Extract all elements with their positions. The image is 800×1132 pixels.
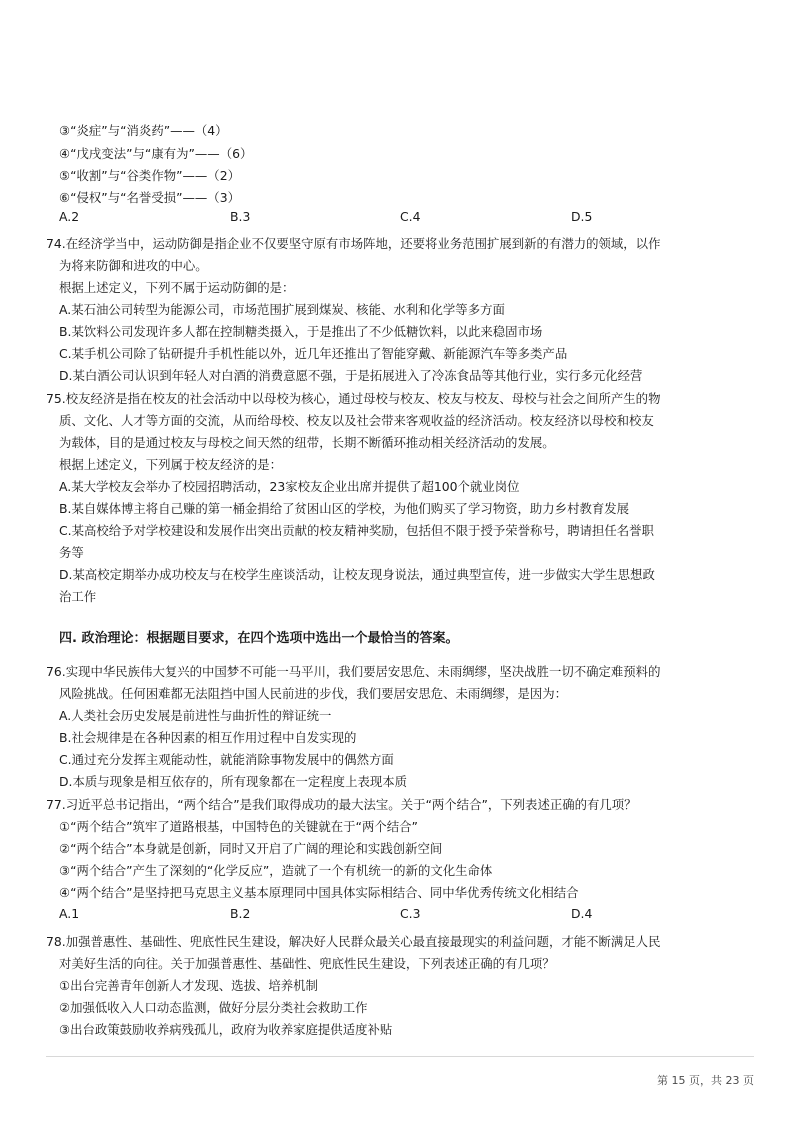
q77-option-a: A.1 <box>59 906 80 921</box>
q78-stem-line-2: 对美好生活的向往。关于加强普惠性、基础性、兜底性民生建设，下列表述正确的有几项？ <box>59 956 555 971</box>
q77-option-d: D.4 <box>571 906 593 921</box>
footer-divider <box>46 1056 754 1057</box>
q77-item-1: ①“两个结合”筑牢了道路根基，中国特色的关键就在于“两个结合” <box>59 819 418 834</box>
q78-item-2: ②加强低收入人口动态监测，做好分层分类社会救助工作 <box>59 1000 368 1015</box>
q73-item-4: ④“戊戌变法”与“康有为”——（6） <box>59 146 253 161</box>
q75-stem-line-2: 质、文化、人才等方面的交流，从而给母校、校友以及社会带来客观收益的经济活动。校友经济以母校和校友 <box>59 413 654 428</box>
q74-option-b: B.某饮料公司发现许多人都在控制糖类摄入，于是推出了不少低糖饮料，以此来稳固市场 <box>59 324 543 339</box>
q73-option-c: C.4 <box>400 209 421 224</box>
q78-item-3: ③出台政策鼓励收养病残孤儿，政府为收养家庭提供适度补贴 <box>59 1022 393 1037</box>
q76-option-c: C.通过充分发挥主观能动性，就能消除事物发展中的偶然方面 <box>59 752 394 767</box>
q73-option-d: D.5 <box>571 209 593 224</box>
q75-stem-line-3: 为载体，目的是通过校友与母校之间天然的纽带，长期不断循环推动相关经济活动的发展。 <box>59 435 555 450</box>
page-number: 第 15 页，共 23 页 <box>657 1074 754 1087</box>
q74-option-c: C.某手机公司除了钻研提升手机性能以外，近几年还推出了智能穿戴、新能源汽车等多类产品 <box>59 346 568 361</box>
q73-option-b: B.3 <box>230 209 251 224</box>
q75-option-b: B.某自媒体博主将自己赚的第一桶金捐给了贫困山区的学校，为他们购买了学习物资，助力乡村教育发展 <box>59 501 630 516</box>
q75-stem-line-1: 75.校友经济是指在校友的社会活动中以母校为核心，通过母校与校友、校友与校友、母校与社会之间所产生的物 <box>46 391 661 406</box>
q76-option-b: B.社会规律是在各种因素的相互作用过程中自发实现的 <box>59 730 357 745</box>
q76-stem-line-1: 76.实现中华民族伟大复兴的中国梦不可能一马平川，我们要居安思危、未雨绸缪，坚决战胜一切不确定难预料的 <box>46 664 661 679</box>
q73-item-6: ⑥“侵权”与“名誉受损”——（3） <box>59 190 240 205</box>
q78-stem-line-1: 78.加强普惠性、基础性、兜底性民生建设，解决好人民群众最关心最直接最现实的利益问题，才能不断满足人民 <box>46 934 661 949</box>
q75-option-d-cont: 治工作 <box>59 589 97 604</box>
q77-option-c: C.3 <box>400 906 421 921</box>
q75-question: 根据上述定义，下列属于校友经济的是： <box>59 457 283 472</box>
q75-option-a: A.某大学校友会举办了校园招聘活动，23家校友企业出席并提供了超100个就业岗位 <box>59 479 520 494</box>
q76-option-d: D.本质与现象是相互依存的，所有现象都在一定程度上表现本质 <box>59 774 408 789</box>
q77-stem: 77.习近平总书记指出，“两个结合”是我们取得成功的最大法宝。关于“两个结合”，下列表述正确的有几项？ <box>46 797 637 812</box>
q77-item-4: ④“两个结合”是坚持把马克思主义基本原理同中国具体实际相结合、同中华优秀传统文化相结合 <box>59 885 579 900</box>
q74-option-d: D.某白酒公司认识到年轻人对白酒的消费意愿不强，于是拓展进入了冷冻食品等其他行业，实行多元化经营 <box>59 368 643 383</box>
q75-option-c-cont: 务等 <box>59 545 84 560</box>
q77-option-b: B.2 <box>230 906 251 921</box>
q77-item-3: ③“两个结合”产生了深刻的“化学反应”，造就了一个有机统一的新的文化生命体 <box>59 863 493 878</box>
q75-option-c: C.某高校给予对学校建设和发展作出突出贡献的校友精神奖励，包括但不限于授予荣誉称号，聘请担任名誉职 <box>59 523 654 538</box>
q73-item-3: ③“炎症”与“消炎药”——（4） <box>59 123 228 138</box>
q76-option-a: A.人类社会历史发展是前进性与曲折性的辩证统一 <box>59 708 332 723</box>
q78-item-1: ①出台完善青年创新人才发现、选拔、培养机制 <box>59 978 318 993</box>
q74-stem-line-1: 74.在经济学当中，运动防御是指企业不仅要坚守原有市场阵地，还要将业务范围扩展到新的有潜力的领域，以作 <box>46 236 661 251</box>
q73-option-a: A.2 <box>59 209 80 224</box>
q73-item-5: ⑤“收割”与“谷类作物”——（2） <box>59 168 240 183</box>
q75-option-d: D.某高校定期举办成功校友与在校学生座谈活动，让校友现身说法，通过典型宣传，进一步做实大学生思想政 <box>59 567 655 582</box>
q74-question: 根据上述定义，下列不属于运动防御的是： <box>59 280 295 295</box>
q74-option-a: A.某石油公司转型为能源公司，市场范围扩展到煤炭、核能、水利和化学等多方面 <box>59 302 505 317</box>
q77-item-2: ②“两个结合”本身就是创新，同时又开启了广阔的理论和实践创新空间 <box>59 841 443 856</box>
q76-stem-line-2: 风险挑战。任何困难都无法阻挡中国人民前进的步伐，我们要居安思危、未雨绸缪，是因为： <box>59 686 568 701</box>
section-heading: 四. 政治理论：根据题目要求，在四个选项中选出一个最恰当的答案。 <box>59 631 459 646</box>
q74-stem-line-2: 为将来防御和进攻的中心。 <box>59 258 208 273</box>
